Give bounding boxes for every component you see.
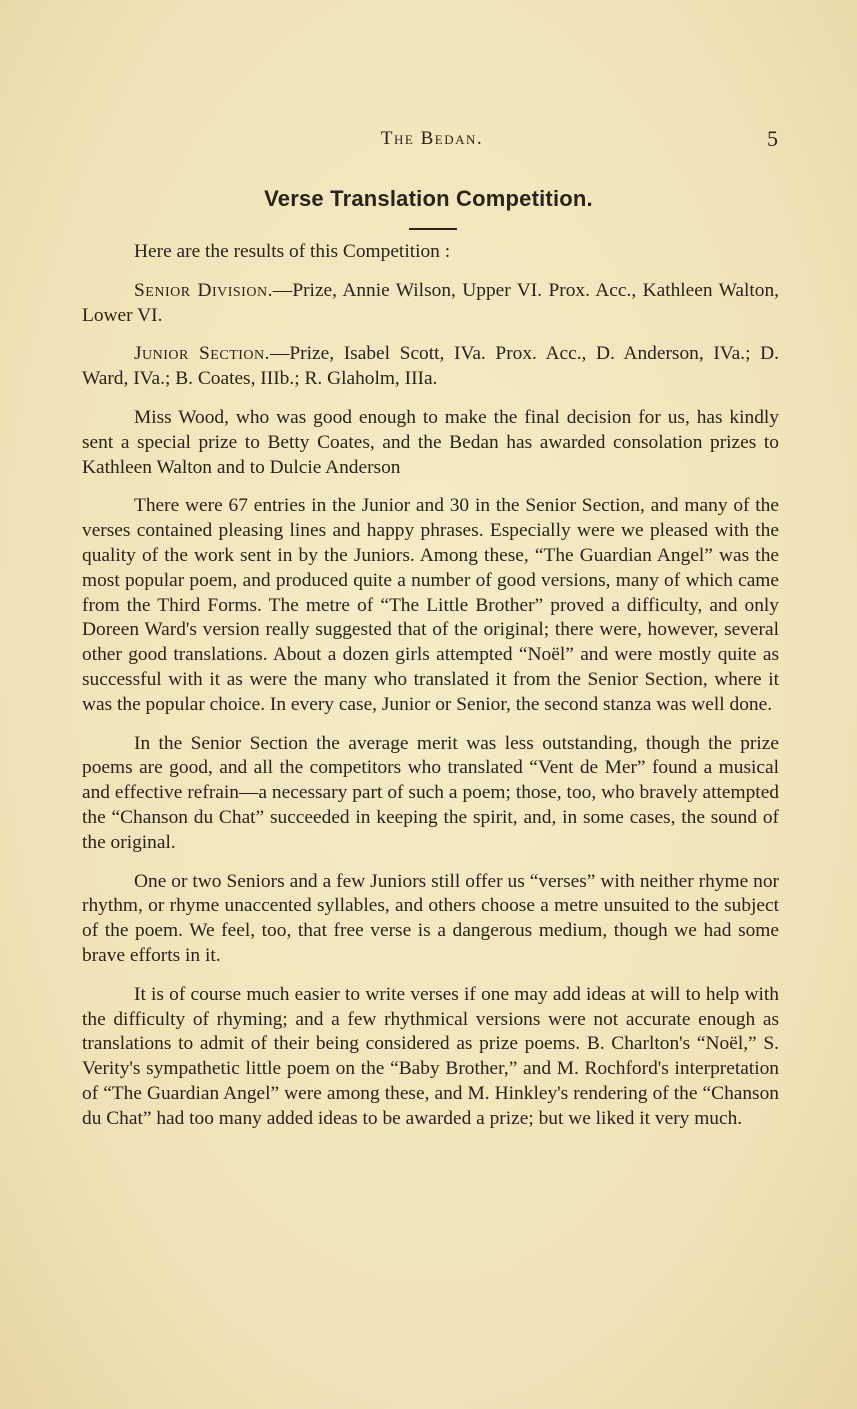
title-rule: [409, 228, 457, 230]
article-body: [82, 240, 779, 1146]
page-header: [82, 128, 782, 160]
paragraph-entries: There were 67 entries in the Junior and 30 in the Senior Section, and many of the verses contained pleasing lines and happy phrases. Especially were we pleased with the quality of the work sent in by the Juniors. Among these, “The Guardian Angel” was the most popular poem, and produced quite a number of good versions, many of which came from the Third Forms. The metre of “The Little Brother” proved a difficulty, and only Doreen Ward's version really suggested that of the original; there were, however, several other good translations. About a dozen girls attempted “Noël” and were mostly quite as successful with it as were the many who translated it from the Senior Section, where it was the popular choice. In every case, Junior or Senior, the second stanza was well done.: [82, 495, 779, 715]
junior-section-paragraph: [82, 342, 779, 392]
senior-division-paragraph: [82, 279, 779, 329]
intro-paragraph: Here are the results of this Competition :: [134, 241, 451, 262]
running-title: The Bedan.: [380, 128, 484, 149]
paragraph-judging: Miss Wood, who was good enough to make the final decision for us, has kindly sent a special prize to Betty Coates, and the Bedan has awarded consolation prizes to Kathleen Walton and to Dulcie Anderson: [82, 406, 779, 478]
paragraph-verses: One or two Seniors and a few Juniors still offer us “verses” with neither rhyme nor rhythm, or rhyme unaccented syllables, and others choose a metre unsuited to the subject of the poem. We feel, too, that free verse is a dangerous medium, though we had some brave efforts in it.: [82, 870, 779, 966]
paragraph-accuracy: It is of course much easier to write verses if one may add ideas at will to help with the difficulty of rhyming; and a few rhythmical versions were not accurate enough as translations to admit of their being considered as prize poems. B. Charlton's “Noël,” S. Verity's sympathetic little poem on the “Baby Brother,” and M. Rochford's interpretation of “The Guardian Angel” were among these, and M. Hinkley's rendering of the “Chanson du Chat” had too many added ideas to be awarded a prize; but we liked it very much.: [82, 983, 779, 1129]
senior-division-label: Senior Division.: [134, 279, 273, 301]
paragraph-senior-merit: In the Senior Section the average merit was less outstanding, though the prize poems are good, and all the competitors who translated “Vent de Mer” found a musical and effective refrain—a necessary part of such a poem; those, too, who bravely attempted the “Chanson du Chat” succeeded in keeping the spirit, and, in some cases, the sound of the original.: [82, 732, 779, 853]
junior-section-text: —Prize, Isabel Scott, IVa. Prox. Acc., D. Anderson, IVa.; D. Ward, IVa.; B. Coates, IIIb.; R. Glaholm, IIIa.: [82, 343, 779, 390]
senior-division-text: —Prize, Annie Wilson, Upper VI. Prox. Acc., Kathleen Walton, Lower VI.: [82, 279, 780, 326]
page-number: 5: [767, 126, 778, 151]
article-title: Verse Translation Competition.: [264, 186, 593, 211]
junior-section-label: Junior Section.: [134, 343, 270, 365]
